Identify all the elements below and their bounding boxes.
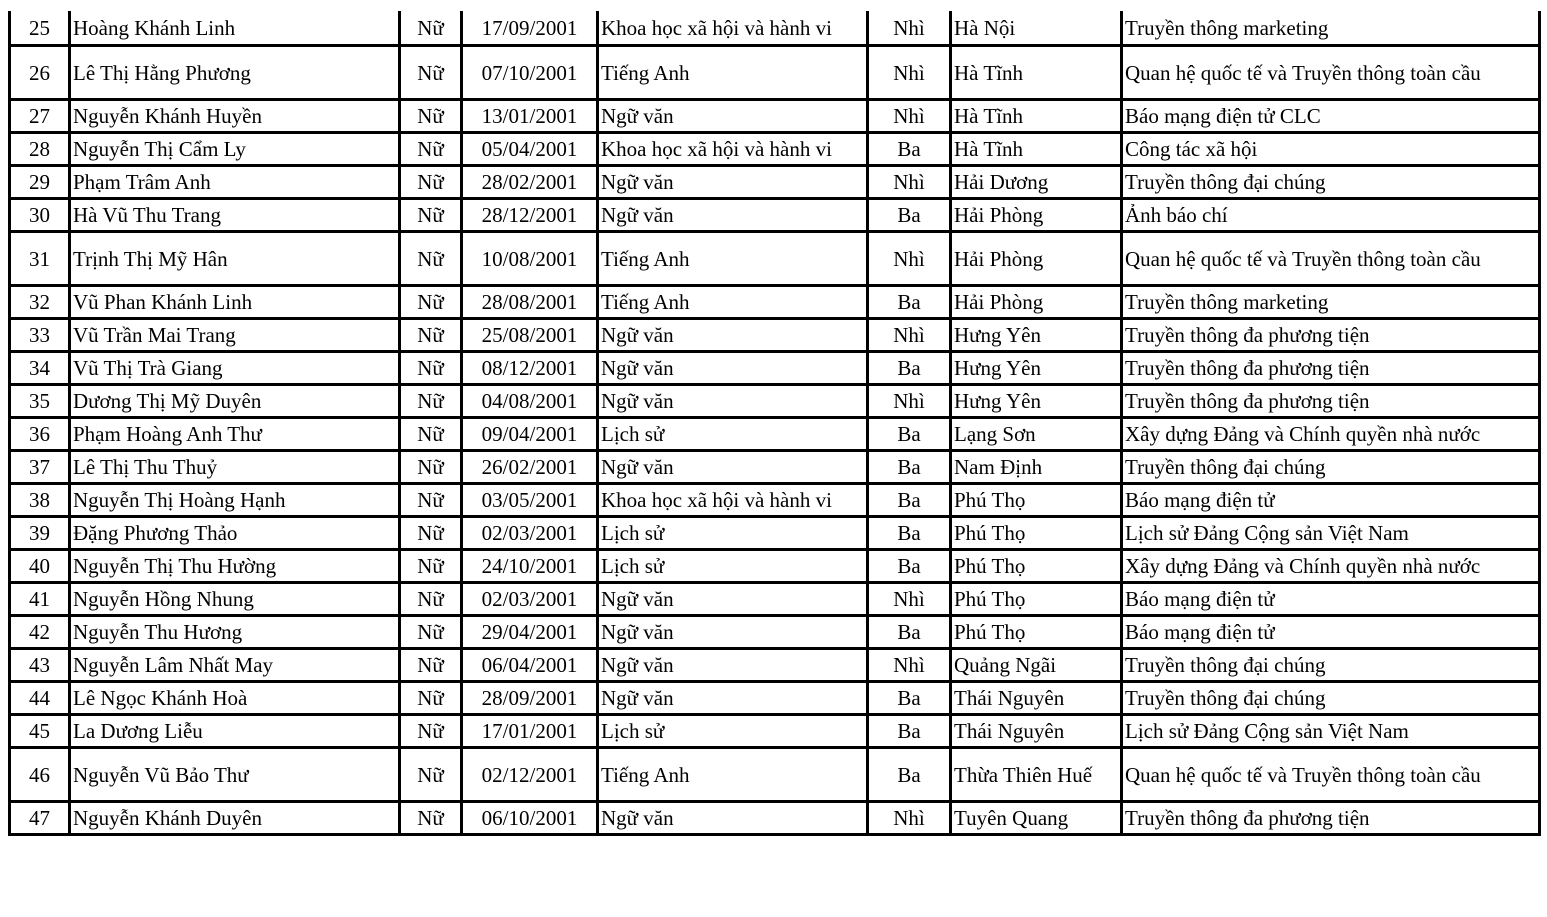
cell-stt: 47 (10, 802, 70, 835)
cell-prize: Ba (868, 418, 951, 451)
cell-gender: Nữ (400, 517, 462, 550)
cell-subject: Lịch sử (598, 715, 868, 748)
cell-prize: Ba (868, 199, 951, 232)
cell-gender: Nữ (400, 484, 462, 517)
cell-stt: 37 (10, 451, 70, 484)
cell-major: Xây dựng Đảng và Chính quyền nhà nước (1122, 418, 1540, 451)
cell-stt: 43 (10, 649, 70, 682)
cell-name: Dương Thị Mỹ Duyên (70, 385, 400, 418)
cell-stt: 46 (10, 748, 70, 802)
cell-subject: Ngữ văn (598, 616, 868, 649)
cell-subject: Ngữ văn (598, 352, 868, 385)
cell-gender: Nữ (400, 133, 462, 166)
cell-subject: Ngữ văn (598, 649, 868, 682)
cell-stt: 31 (10, 232, 70, 286)
cell-province: Hưng Yên (951, 385, 1122, 418)
cell-prize: Nhì (868, 649, 951, 682)
cell-gender: Nữ (400, 199, 462, 232)
cell-province: Hải Phòng (951, 232, 1122, 286)
table-row (10, 319, 1540, 352)
cell-subject: Ngữ văn (598, 319, 868, 352)
cell-dob: 25/08/2001 (462, 319, 598, 352)
cell-name: Hoàng Khánh Linh (70, 11, 400, 46)
cell-subject: Tiếng Anh (598, 286, 868, 319)
cell-major: Báo mạng điện tử (1122, 583, 1540, 616)
cell-prize: Ba (868, 484, 951, 517)
cell-major: Truyền thông đại chúng (1122, 682, 1540, 715)
cell-gender: Nữ (400, 418, 462, 451)
cell-gender: Nữ (400, 352, 462, 385)
cell-major: Báo mạng điện tử (1122, 484, 1540, 517)
cell-stt: 39 (10, 517, 70, 550)
cell-subject: Ngữ văn (598, 682, 868, 715)
cell-major: Truyền thông marketing (1122, 286, 1540, 319)
cell-gender: Nữ (400, 286, 462, 319)
table-row (10, 46, 1540, 100)
cell-name: Nguyễn Thị Cẩm Ly (70, 133, 400, 166)
cell-gender: Nữ (400, 385, 462, 418)
cell-prize: Nhì (868, 385, 951, 418)
cell-major: Truyền thông đa phương tiện (1122, 385, 1540, 418)
cell-dob: 03/05/2001 (462, 484, 598, 517)
cell-province: Hưng Yên (951, 352, 1122, 385)
cell-gender: Nữ (400, 616, 462, 649)
cell-major: Lịch sử Đảng Cộng sản Việt Nam (1122, 517, 1540, 550)
cell-major: Truyền thông marketing (1122, 11, 1540, 46)
cell-dob: 17/09/2001 (462, 11, 598, 46)
cell-gender: Nữ (400, 649, 462, 682)
cell-province: Phú Thọ (951, 616, 1122, 649)
cell-stt: 30 (10, 199, 70, 232)
cell-province: Thái Nguyên (951, 682, 1122, 715)
cell-prize: Nhì (868, 11, 951, 46)
table-row (10, 802, 1540, 835)
table-row (10, 418, 1540, 451)
cell-subject: Tiếng Anh (598, 232, 868, 286)
cell-subject: Lịch sử (598, 550, 868, 583)
cell-dob: 08/12/2001 (462, 352, 598, 385)
cell-major: Quan hệ quốc tế và Truyền thông toàn cầu (1122, 232, 1540, 286)
cell-stt: 45 (10, 715, 70, 748)
cell-major: Truyền thông đa phương tiện (1122, 319, 1540, 352)
cell-name: La Dương Liễu (70, 715, 400, 748)
table-row (10, 385, 1540, 418)
cell-subject: Ngữ văn (598, 166, 868, 199)
table-row (10, 583, 1540, 616)
cell-province: Phú Thọ (951, 583, 1122, 616)
cell-stt: 27 (10, 100, 70, 133)
cell-name: Phạm Trâm Anh (70, 166, 400, 199)
cell-gender: Nữ (400, 232, 462, 286)
table-row (10, 748, 1540, 802)
cell-dob: 28/02/2001 (462, 166, 598, 199)
cell-gender: Nữ (400, 550, 462, 583)
cell-name: Vũ Phan Khánh Linh (70, 286, 400, 319)
cell-province: Hà Tĩnh (951, 133, 1122, 166)
cell-subject: Ngữ văn (598, 199, 868, 232)
cell-major: Báo mạng điện tử CLC (1122, 100, 1540, 133)
cell-name: Phạm Hoàng Anh Thư (70, 418, 400, 451)
cell-province: Hà Tĩnh (951, 46, 1122, 100)
cell-province: Hải Dương (951, 166, 1122, 199)
cell-province: Lạng Sơn (951, 418, 1122, 451)
cell-prize: Ba (868, 682, 951, 715)
cell-prize: Ba (868, 748, 951, 802)
cell-province: Thừa Thiên Huế (951, 748, 1122, 802)
cell-prize: Ba (868, 133, 951, 166)
cell-dob: 17/01/2001 (462, 715, 598, 748)
cell-dob: 28/08/2001 (462, 286, 598, 319)
cell-province: Hải Phòng (951, 199, 1122, 232)
cell-dob: 29/04/2001 (462, 616, 598, 649)
cell-gender: Nữ (400, 682, 462, 715)
table-row (10, 286, 1540, 319)
cell-name: Nguyễn Thị Thu Hường (70, 550, 400, 583)
cell-stt: 26 (10, 46, 70, 100)
cell-stt: 28 (10, 133, 70, 166)
cell-stt: 36 (10, 418, 70, 451)
cell-dob: 02/03/2001 (462, 517, 598, 550)
cell-major: Ảnh báo chí (1122, 199, 1540, 232)
cell-dob: 10/08/2001 (462, 232, 598, 286)
cell-name: Lê Ngọc Khánh Hoà (70, 682, 400, 715)
cell-major: Công tác xã hội (1122, 133, 1540, 166)
cell-province: Phú Thọ (951, 484, 1122, 517)
cell-province: Quảng Ngãi (951, 649, 1122, 682)
cell-dob: 26/02/2001 (462, 451, 598, 484)
cell-gender: Nữ (400, 583, 462, 616)
cell-prize: Nhì (868, 46, 951, 100)
cell-subject: Ngữ văn (598, 451, 868, 484)
table-row (10, 616, 1540, 649)
cell-prize: Nhì (868, 319, 951, 352)
cell-name: Đặng Phương Thảo (70, 517, 400, 550)
cell-dob: 07/10/2001 (462, 46, 598, 100)
cell-dob: 09/04/2001 (462, 418, 598, 451)
cell-stt: 40 (10, 550, 70, 583)
table-row (10, 649, 1540, 682)
table-row (10, 550, 1540, 583)
student-list-table (8, 11, 1541, 836)
cell-major: Truyền thông đại chúng (1122, 451, 1540, 484)
table-row (10, 352, 1540, 385)
cell-prize: Nhì (868, 166, 951, 199)
cell-prize: Ba (868, 451, 951, 484)
cell-name: Nguyễn Khánh Duyên (70, 802, 400, 835)
cell-province: Hà Nội (951, 11, 1122, 46)
cell-gender: Nữ (400, 46, 462, 100)
cell-name: Nguyễn Thu Hương (70, 616, 400, 649)
cell-prize: Ba (868, 550, 951, 583)
cell-name: Nguyễn Khánh Huyền (70, 100, 400, 133)
table-row (10, 484, 1540, 517)
cell-stt: 38 (10, 484, 70, 517)
cell-dob: 02/12/2001 (462, 748, 598, 802)
cell-province: Hải Phòng (951, 286, 1122, 319)
cell-dob: 06/10/2001 (462, 802, 598, 835)
cell-stt: 42 (10, 616, 70, 649)
table-row (10, 682, 1540, 715)
cell-subject: Ngữ văn (598, 802, 868, 835)
cell-stt: 29 (10, 166, 70, 199)
cell-subject: Khoa học xã hội và hành vi (598, 133, 868, 166)
cell-dob: 05/04/2001 (462, 133, 598, 166)
cell-major: Truyền thông đa phương tiện (1122, 352, 1540, 385)
cell-prize: Ba (868, 517, 951, 550)
cell-province: Hưng Yên (951, 319, 1122, 352)
cell-major: Quan hệ quốc tế và Truyền thông toàn cầu (1122, 748, 1540, 802)
cell-name: Vũ Trần Mai Trang (70, 319, 400, 352)
cell-name: Vũ Thị Trà Giang (70, 352, 400, 385)
cell-gender: Nữ (400, 451, 462, 484)
cell-subject: Lịch sử (598, 517, 868, 550)
cell-name: Nguyễn Thị Hoàng Hạnh (70, 484, 400, 517)
cell-dob: 04/08/2001 (462, 385, 598, 418)
cell-subject: Tiếng Anh (598, 748, 868, 802)
cell-name: Nguyễn Vũ Bảo Thư (70, 748, 400, 802)
cell-name: Lê Thị Hằng Phương (70, 46, 400, 100)
table-row (10, 100, 1540, 133)
table-row (10, 199, 1540, 232)
cell-subject: Khoa học xã hội và hành vi (598, 484, 868, 517)
cell-major: Truyền thông đại chúng (1122, 649, 1540, 682)
cell-dob: 13/01/2001 (462, 100, 598, 133)
table-body (10, 11, 1540, 835)
cell-province: Tuyên Quang (951, 802, 1122, 835)
cell-gender: Nữ (400, 802, 462, 835)
table-row (10, 232, 1540, 286)
cell-province: Phú Thọ (951, 517, 1122, 550)
cell-province: Hà Tĩnh (951, 100, 1122, 133)
cell-stt: 32 (10, 286, 70, 319)
cell-stt: 35 (10, 385, 70, 418)
cell-prize: Nhì (868, 802, 951, 835)
table-row (10, 133, 1540, 166)
cell-major: Lịch sử Đảng Cộng sản Việt Nam (1122, 715, 1540, 748)
cell-major: Báo mạng điện tử (1122, 616, 1540, 649)
cell-dob: 28/12/2001 (462, 199, 598, 232)
cell-major: Xây dựng Đảng và Chính quyền nhà nước (1122, 550, 1540, 583)
table-row (10, 517, 1540, 550)
cell-prize: Ba (868, 286, 951, 319)
cell-gender: Nữ (400, 748, 462, 802)
cell-dob: 24/10/2001 (462, 550, 598, 583)
cell-subject: Tiếng Anh (598, 46, 868, 100)
cell-prize: Ba (868, 352, 951, 385)
cell-prize: Nhì (868, 583, 951, 616)
cell-name: Hà Vũ Thu Trang (70, 199, 400, 232)
cell-gender: Nữ (400, 166, 462, 199)
cell-prize: Ba (868, 715, 951, 748)
cell-gender: Nữ (400, 100, 462, 133)
cell-subject: Ngữ văn (598, 100, 868, 133)
cell-subject: Khoa học xã hội và hành vi (598, 11, 868, 46)
cell-name: Nguyễn Lâm Nhất May (70, 649, 400, 682)
cell-stt: 25 (10, 11, 70, 46)
cell-gender: Nữ (400, 715, 462, 748)
cell-name: Lê Thị Thu Thuỷ (70, 451, 400, 484)
cell-gender: Nữ (400, 319, 462, 352)
cell-prize: Nhì (868, 100, 951, 133)
cell-gender: Nữ (400, 11, 462, 46)
cell-province: Nam Định (951, 451, 1122, 484)
cell-province: Phú Thọ (951, 550, 1122, 583)
cell-province: Thái Nguyên (951, 715, 1122, 748)
cell-major: Quan hệ quốc tế và Truyền thông toàn cầu (1122, 46, 1540, 100)
cell-stt: 44 (10, 682, 70, 715)
cell-dob: 06/04/2001 (462, 649, 598, 682)
cell-major: Truyền thông đại chúng (1122, 166, 1540, 199)
cell-prize: Ba (868, 616, 951, 649)
cell-stt: 41 (10, 583, 70, 616)
cell-stt: 34 (10, 352, 70, 385)
cell-stt: 33 (10, 319, 70, 352)
table-row (10, 11, 1540, 46)
cell-name: Trịnh Thị Mỹ Hân (70, 232, 400, 286)
cell-dob: 28/09/2001 (462, 682, 598, 715)
cell-subject: Ngữ văn (598, 385, 868, 418)
cell-name: Nguyễn Hồng Nhung (70, 583, 400, 616)
cell-subject: Lịch sử (598, 418, 868, 451)
cell-subject: Ngữ văn (598, 583, 868, 616)
table-row (10, 715, 1540, 748)
table-row (10, 451, 1540, 484)
cell-dob: 02/03/2001 (462, 583, 598, 616)
cell-major: Truyền thông đa phương tiện (1122, 802, 1540, 835)
table-row (10, 166, 1540, 199)
cell-prize: Nhì (868, 232, 951, 286)
